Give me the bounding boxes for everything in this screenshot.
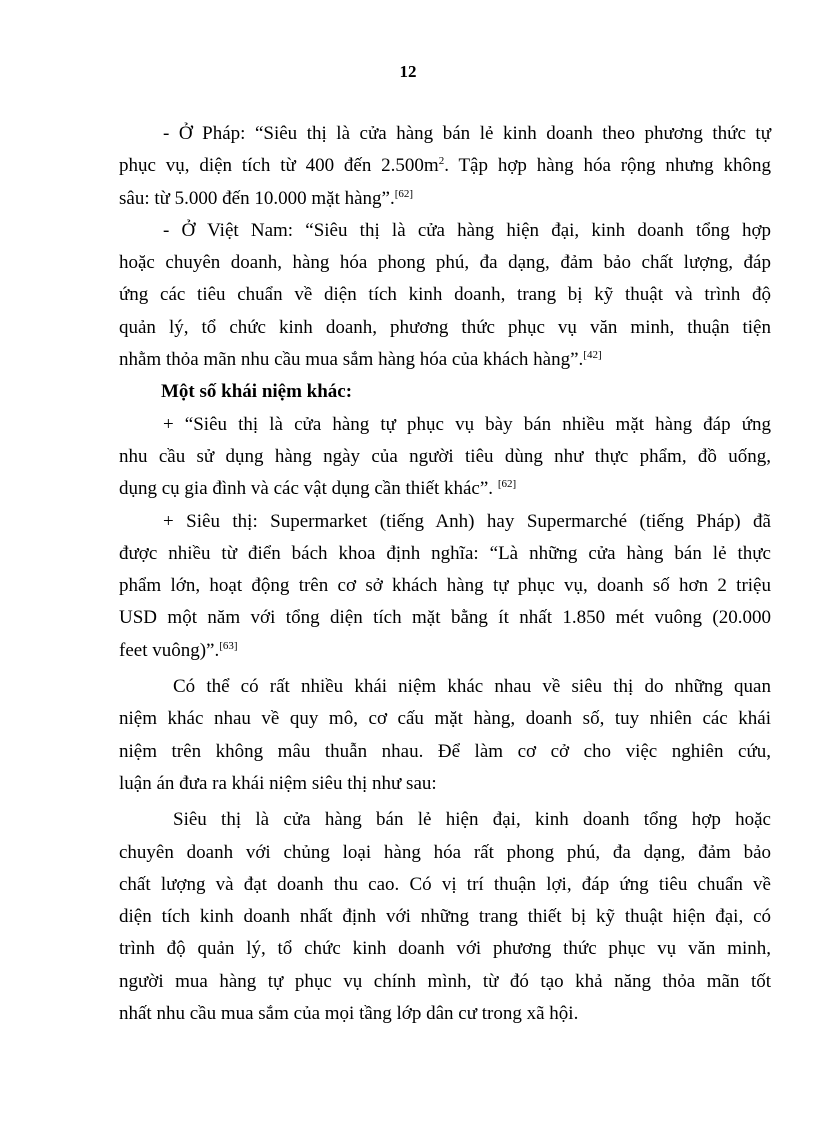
- text-line: [119, 635, 771, 667]
- text-line: [119, 183, 771, 215]
- paragraph-vietnam-definition: [119, 215, 771, 376]
- citation-ref: [62]: [394, 187, 414, 200]
- text-line: hoặc chuyên doanh, hàng hóa phong phú, đa dạng, đảm bảo chất lượng, đáp: [119, 252, 771, 274]
- citation-ref: [62]: [497, 478, 517, 491]
- text-line: - Ở Việt Nam: “Siêu thị là cửa hàng hiện đại, kinh doanh tổng hợp: [163, 219, 771, 241]
- text-line: Siêu thị là cửa hàng bán lẻ hiện đại, kinh doanh tổng hợp hoặc: [173, 809, 771, 831]
- text-line: [119, 344, 771, 376]
- citation-ref: [63]: [219, 639, 238, 652]
- text-line: được nhiều từ điển bách khoa định nghĩa: “Là những cửa hàng bán lẻ thực: [119, 542, 771, 564]
- text-line: niệm trên không mâu thuẫn nhau. Để làm cơ cở cho việc nghiên cứu,: [119, 740, 771, 762]
- text-segment: . Tập hợp hàng hóa rộng nhưng không: [444, 155, 771, 177]
- section-heading: Một số khái niệm khác:: [161, 381, 353, 403]
- text-line: diện tích kinh doanh nhất định với những trang thiết bị kỹ thuật hiện đại, có: [119, 906, 771, 928]
- text-line: Có thể có rất nhiều khái niệm khác nhau về siêu thị do những quan: [173, 676, 771, 698]
- text-segment: feet vuông)”.: [119, 639, 220, 661]
- text-line: nhu cầu sử dụng hàng ngày của người tiêu dùng như thực phẩm, đồ uống,: [119, 445, 771, 467]
- body-text: [119, 118, 771, 1030]
- text-line: - Ở Pháp: “Siêu thị là cửa hàng bán lẻ kinh doanh theo phương thức tự: [163, 123, 771, 144]
- text-line: + “Siêu thị là cửa hàng tự phục vụ bày bán nhiều mặt hàng đáp ứng: [163, 413, 771, 435]
- text-segment: sâu: từ 5.000 đến 10.000 mặt hàng”.: [119, 187, 395, 209]
- text-line: chuyên doanh với chủng loại hàng hóa rất phong phú, đa dạng, đảm bảo: [119, 841, 771, 863]
- text-line: USD một năm với tổng diện tích mặt bằng ít nhất 1.850 mét vuông (20.000: [119, 607, 771, 629]
- text-line: chất lượng và đạt doanh thu cao. Có vị trí thuận lợi, đáp ứng tiêu chuẩn về: [119, 873, 771, 895]
- paragraph-many-concepts: [119, 671, 771, 800]
- paragraph-other-concept-1: [119, 409, 771, 506]
- text-segment: phục vụ, diện tích từ 400 đến 2.500m: [119, 155, 439, 177]
- text-line: + Siêu thị: Supermarket (tiếng Anh) hay Supermarché (tiếng Pháp) đã: [163, 510, 771, 532]
- text-line: [119, 150, 771, 182]
- citation-ref: [42]: [583, 349, 602, 362]
- paragraph-france-definition: [119, 118, 771, 215]
- text-segment: dụng cụ gia đình và các vật dụng cần thiết khác”.: [119, 478, 498, 500]
- text-line: luận án đưa ra khái niệm siêu thị như sau:: [119, 772, 437, 794]
- text-line: nhất nhu cầu mua sắm của mọi tầng lớp dân cư trong xã hội.: [119, 1003, 579, 1025]
- page-number: 12: [399, 62, 417, 81]
- text-line: trình độ quản lý, tổ chức kinh doanh với phương thức phục vụ văn minh,: [119, 938, 771, 960]
- text-line: niệm khác nhau về quy mô, cơ cấu mặt hàng, doanh số, tuy nhiên các khái: [119, 708, 771, 730]
- text-segment: nhằm thỏa mãn nhu cầu mua sắm hàng hóa của khách hàng”.: [119, 349, 584, 371]
- paragraph-thesis-definition: [119, 804, 771, 1030]
- text-line: quản lý, tổ chức kinh doanh, phương thức phục vụ văn minh, thuận tiện: [119, 316, 771, 338]
- superscript: 2: [438, 155, 445, 168]
- text-line: người mua hàng tự phục vụ chính mình, từ đó tạo khả năng thỏa mãn tốt: [119, 970, 771, 992]
- text-line: ứng các tiêu chuẩn về diện tích kinh doanh, trang bị kỹ thuật và trình độ: [119, 284, 771, 306]
- text-line: [119, 473, 771, 505]
- text-line: phẩm lớn, hoạt động trên cơ sở khách hàng tự phục vụ, doanh số hơn 2 triệu: [119, 575, 771, 597]
- paragraph-other-concept-2: [119, 506, 771, 667]
